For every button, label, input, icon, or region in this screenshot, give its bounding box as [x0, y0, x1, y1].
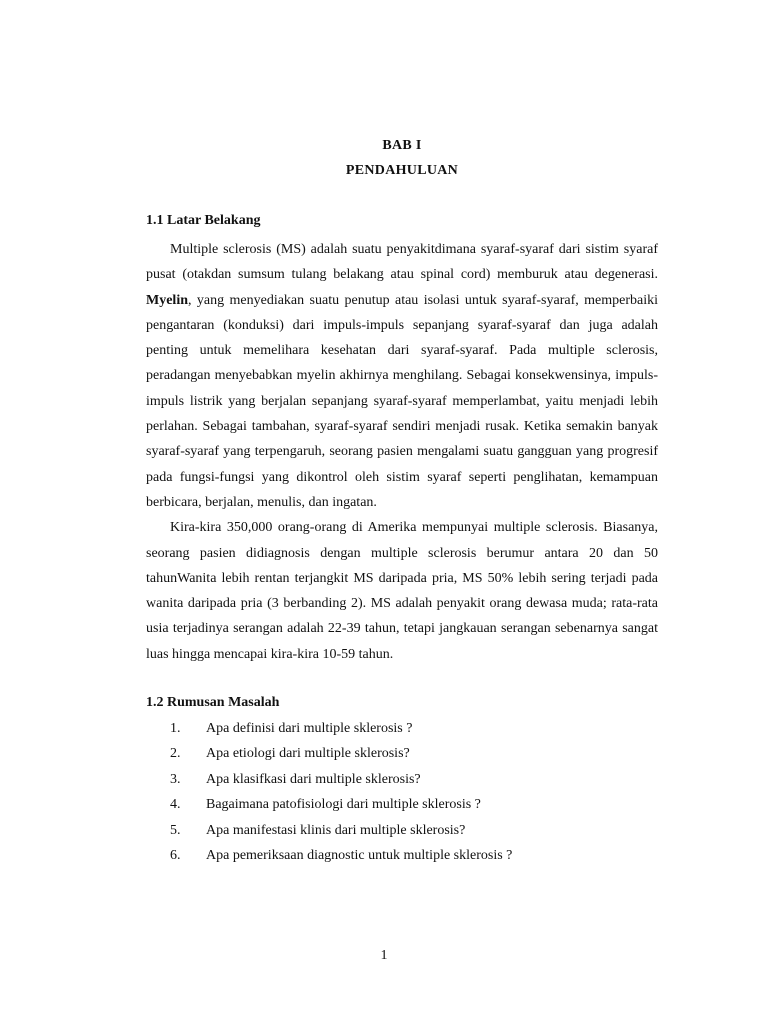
question-list [146, 716, 658, 868]
paragraph-text: , yang menyediakan suatu penutup atau isolasi untuk syaraf-syaraf, memperbaiki pengantaran (konduksi) dari impuls-impuls sepanjang syaraf-syaraf dan juga adalah penting untuk memelihara kesehatan dari syaraf-syaraf. Pada multiple sclerosis, peradangan menyebabkan myelin akhirnya menghilang. Sebagai konsekwensinya, impuls-impuls listrik yang berjalan sepanjang syaraf-syaraf memperlambat, yaitu menjadi lebih perlahan. Sebagai tambahan, syaraf-syaraf sendiri menjadi rusak. Ketika semakin banyak syaraf-syaraf yang terpengaruh, seorang pasien mengalami suatu gangguan yang progresif pada fungsi-fungsi yang dikontrol oleh sistim syaraf seperti penglihatan, kemampuan berbicara, berjalan, menulis, dan ingatan. [146, 292, 658, 510]
section-heading-rumusan-masalah: 1.2 Rumusan Masalah [146, 695, 280, 711]
list-item-number: 1. [170, 721, 181, 737]
list-item [146, 843, 658, 868]
paragraph-ms-definition [146, 237, 658, 515]
list-item-number: 5. [170, 822, 181, 838]
list-item-text: Apa pemeriksaan diagnostic untuk multiple sklerosis ? [206, 848, 513, 864]
page-number: 1 [380, 948, 388, 963]
list-item-text: Apa manifestasi klinis dari multiple sklerosis? [206, 822, 466, 838]
chapter-title: PENDAHULUAN [345, 163, 459, 178]
list-item [146, 741, 658, 766]
list-item-text: Apa etiologi dari multiple sklerosis? [206, 746, 410, 762]
list-item-number: 3. [170, 771, 181, 787]
chapter-label: BAB I [382, 138, 422, 153]
list-item [146, 767, 658, 792]
list-item-text: Bagaimana patofisiologi dari multiple sklerosis ? [206, 797, 481, 813]
paragraph-text: Multiple sclerosis (MS) adalah suatu penyakitdimana syaraf-syaraf dari sistim syaraf pusat (otakdan sumsum tulang belakang atau spinal cord) memburuk atau degenerasi. [146, 242, 658, 283]
list-item [146, 818, 658, 843]
list-item-number: 4. [170, 797, 181, 813]
page-content [146, 135, 658, 868]
list-item-text: Apa klasifkasi dari multiple sklerosis? [206, 771, 421, 787]
list-item-number: 2. [170, 746, 181, 762]
paragraph-ms-statistics: Kira-kira 350,000 orang-orang di Amerika mempunyai multiple sclerosis. Biasanya, seorang pasien didiagnosis dengan multiple sclerosis berumur antara 20 dan 50 tahunWanita lebih rentan terjangkit MS daripada pria, MS 50% lebih sering terjadi pada wanita daripada pria (3 berbanding 2). MS adalah penyakit orang dewasa muda; rata-rata usia terjadinya serangan adalah 22-39 tahun, tetapi jangkauan serangan sebenarnya sangat luas hingga mencapai kira-kira 10-59 tahun. [146, 520, 658, 662]
section-heading-latar-belakang: 1.1 Latar Belakang [146, 213, 261, 228]
list-item-number: 6. [170, 848, 181, 864]
list-item-text: Apa definisi dari multiple sklerosis ? [206, 721, 413, 737]
list-item [146, 716, 658, 741]
list-item [146, 792, 658, 817]
bold-term-myelin: Myelin [146, 292, 188, 308]
